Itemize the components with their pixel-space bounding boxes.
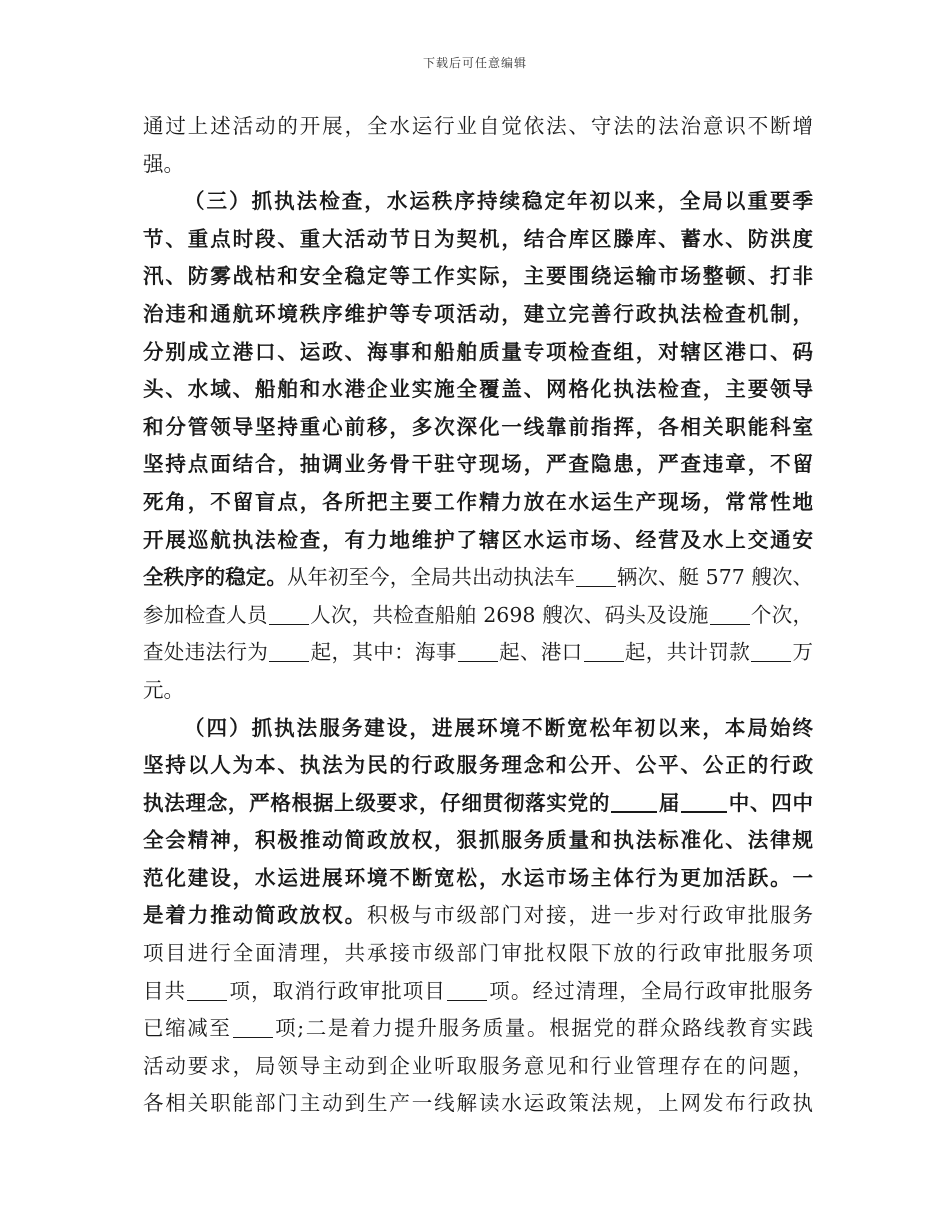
text-line [143,672,813,710]
text-segment: 万 [792,640,814,665]
text-segment: 坚持以人为本、执法为民的行政服务理念和公开、公平、公正的行政 [143,753,813,778]
text-segment: 辆次、艇 577 艘次、 [616,565,814,590]
fill-in-blank [233,1017,273,1039]
fill-in-blank [269,603,309,625]
text-segment: 各相关职能部门主动到生产一线解读水运政策法规，上网发布行政执 [143,1091,813,1116]
text-segment: 查处违法行为 [143,640,269,665]
text-segment: 从年初至今，全局共出动执法车 [286,565,575,590]
text-line [143,409,813,447]
text-segment: 是着力推动简政放权。 [143,903,367,928]
text-line [143,897,813,935]
fill-in-blank [681,790,727,813]
fill-in-blank [187,979,227,1001]
text-segment: 范化建设，水运进展环境不断宽松，水运市场主体行为更加活跃。一 [143,865,813,890]
text-segment: 起，其中：海事 [310,640,457,665]
text-segment: 活动要求，局领导主动到企业听取服务意见和行业管理存在的问题， [143,1053,813,1078]
text-line [143,296,813,334]
text-line [143,860,813,898]
text-line [143,484,813,522]
text-line [143,822,813,860]
text-segment: 起、港口 [498,640,583,665]
text-line [143,108,813,146]
text-segment: 起，共计罚款 [624,640,751,665]
text-line [143,973,813,1011]
text-segment: 坚持点面结合，抽调业务骨干驻守现场，严查隐患，严查违章，不留 [143,452,813,477]
text-segment: 和分管领导坚持重心前移，多次深化一线靠前指挥，各相关职能科室 [143,414,813,439]
fill-in-blank [710,603,750,625]
fill-in-blank [447,979,487,1001]
text-segment: 项。经过清理，全局行政审批服务 [488,978,814,1003]
page-header: 下载后可任意编辑 [422,56,527,70]
text-segment: 节、重点时段、重大活动节日为契机，结合库区滕库、蓄水、防洪度 [143,226,813,251]
text-line [143,559,813,597]
text-line [143,1010,813,1048]
fill-in-blank [584,641,624,663]
text-segment: 执法理念，严格根据上级要求，仔细贯彻落实党的 [143,790,611,815]
fill-in-blank [458,641,498,663]
fill-in-blank [751,641,791,663]
text-line [143,710,813,748]
text-line [143,446,813,484]
text-segment: 死角，不留盲点，各所把主要工作精力放在水运生产现场，常常性地 [143,489,813,514]
text-segment: （四）抓执法服务建设，进展环境不断宽松年初以来，本局始终 [184,715,813,740]
text-line [143,634,813,672]
text-segment: 中、四中 [728,790,814,815]
text-line [143,935,813,973]
text-line [143,1048,813,1086]
text-line [143,1085,813,1123]
text-line [143,334,813,372]
text-segment: 开展巡航执法检查，有力地维护了辖区水运市场、经营及水上交通安 [143,527,813,552]
text-line [143,221,813,259]
text-segment: 参加检查人员 [143,602,268,627]
text-segment: 项，取消行政审批项目 [228,978,447,1003]
text-segment: 积极与市级部门对接，进一步对行政审批服务 [366,903,814,928]
text-segment: 头、水域、船舶和水港企业实施全覆盖、网格化执法检查，主要领导 [143,377,813,402]
text-segment: （三）抓执法检查，水运秩序持续稳定年初以来，全局以重要季 [184,189,813,214]
text-segment: 汛、防雾战枯和安全稳定等工作实际，主要围绕运输市场整顿、打非 [143,264,813,289]
text-segment: 治违和通航环境秩序维护等专项活动，建立完善行政执法检查机制， [143,301,813,326]
text-line [143,747,813,785]
text-line [143,597,813,635]
text-line [143,258,813,296]
text-segment: 项;二是着力提升服务质量。根据党的群众路线教育实践 [273,1016,814,1041]
text-segment: 个次， [750,602,814,627]
text-segment: 人次，共检查船舶 2698 艘次、码头及设施 [309,602,709,627]
text-segment: 强。 [143,151,184,176]
fill-in-blank [576,566,616,588]
fill-in-blank [269,641,309,663]
text-segment: 目共 [143,978,187,1003]
text-segment: 全会精神，积极推动简政放权，狠抓服务质量和执法标准化、法律规 [143,828,813,853]
text-segment: 通过上述活动的开展，全水运行业自觉依法、守法的法治意识不断增 [143,114,813,138]
text-segment: 全秩序的稳定。 [143,565,287,590]
text-line [143,146,813,184]
text-segment: 项目进行全面清理，共承接市级部门审批权限下放的行政审批服务项 [143,941,813,966]
fill-in-blank [611,790,657,813]
text-line [143,371,813,409]
text-segment: 分别成立港口、运政、海事和船舶质量专项检查组，对辖区港口、码 [143,339,813,364]
text-segment: 届 [658,790,681,815]
text-line [143,522,813,560]
text-segment: 元。 [143,677,184,702]
text-line [143,785,813,823]
text-segment: 已缩减至 [143,1016,232,1041]
text-line [143,183,813,221]
document-body [143,108,813,1123]
